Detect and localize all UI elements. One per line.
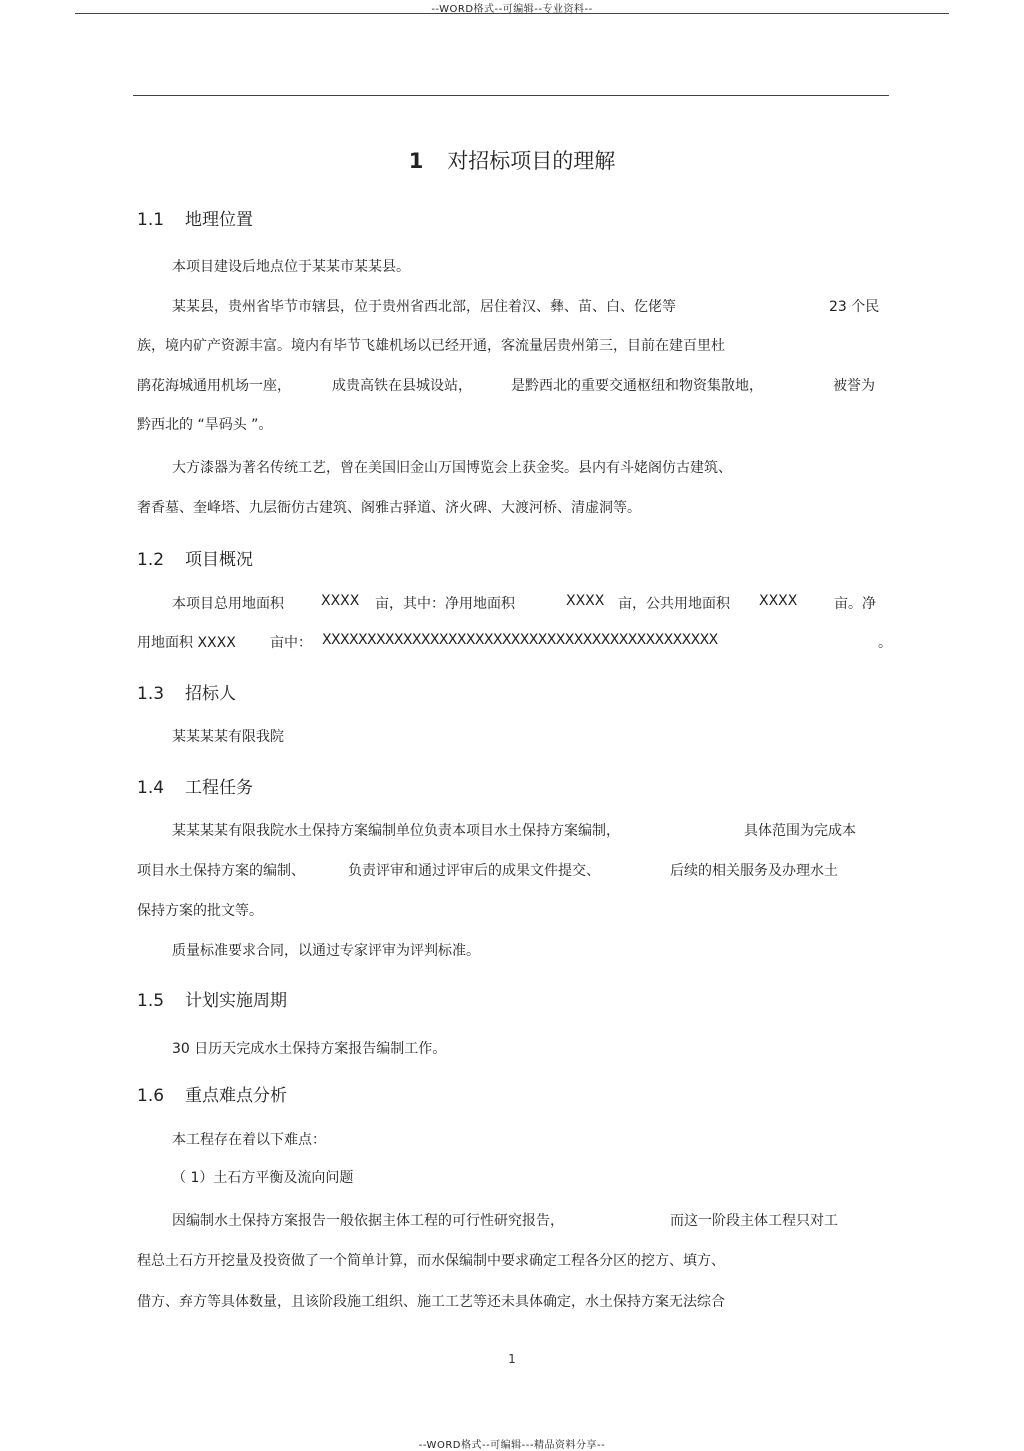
chapter-number: 1 <box>408 149 424 173</box>
paragraph-line: 是黔西北的重要交通枢纽和物资集散地， <box>511 378 763 394</box>
paragraph-line: 本项目建设后地点位于某某市某某县。 <box>172 259 410 275</box>
paragraph-line: 亩，公共用地面积 <box>618 596 730 612</box>
paragraph-line: 项目水土保持方案的编制、 <box>137 863 305 879</box>
paragraph-line: 23 个民 <box>829 299 880 315</box>
paragraph-line: 黔西北的 “旱码头 ”。 <box>137 417 273 433</box>
section-heading-1-2: 1.2 项目概况 <box>137 550 253 570</box>
paragraph-line: 奢香墓、奎峰塔、九层衙仿古建筑、阁雅古驿道、济火碑、大渡河桥、清虚洞等。 <box>137 500 641 516</box>
paragraph-line: 保持方案的批文等。 <box>137 903 263 919</box>
paragraph-line: XXXX <box>759 593 798 609</box>
page-footer: --WORD格式--可编辑---精品资料分享-- <box>418 1440 606 1451</box>
paragraph-line: 。 <box>878 635 892 651</box>
paragraph-line: 亩中： <box>270 635 312 651</box>
chapter-title-text: 对招标项目的理解 <box>447 149 616 173</box>
paragraph-line: 质量标准要求合同，以通过专家评审为评判标准。 <box>172 943 480 959</box>
paragraph-line: 族，境内矿产资源丰富。境内有毕节飞雄机场以已经开通，客流量居贵州第三，目前在建百里杜 <box>137 338 725 354</box>
section-heading-1-1: 1.1 地理位置 <box>137 210 253 230</box>
paragraph-line: 成贵高铁在县城设站， <box>332 378 472 394</box>
paragraph-line: 负责评审和通过评审后的成果文件提交、 <box>348 863 600 879</box>
paragraph-line: 具体范围为完成本 <box>744 823 856 839</box>
title-rule <box>133 95 889 96</box>
paragraph-line: 大方漆器为著名传统工艺，曾在美国旧金山万国博览会上获金奖。县内有斗姥阁仿古建筑、 <box>172 460 732 476</box>
paragraph-line: 鹃花海城通用机场一座， <box>137 378 291 394</box>
paragraph-line: 本工程存在着以下难点： <box>172 1132 326 1148</box>
paragraph-line: 某某某某有限我院水土保持方案编制单位负责本项目水土保持方案编制， <box>172 823 620 839</box>
paragraph-line: XXXX <box>566 593 605 609</box>
paragraph-line: 某某县，贵州省毕节市辖县，位于贵州省西北部，居住着汉、彝、苗、白、仡佬等 <box>172 299 676 315</box>
paragraph-line: （ 1）土石方平衡及流向问题 <box>172 1170 354 1186</box>
paragraph-line: 本项目总用地面积 <box>172 596 284 612</box>
paragraph-line: 被誉为 <box>833 378 875 394</box>
section-heading-1-4: 1.4 工程任务 <box>137 778 253 798</box>
page-number: 1 <box>508 1352 516 1366</box>
paragraph-line: 程总土石方开挖量及投资做了一个简单计算，而水保编制中要求确定工程各分区的挖方、填方、 <box>137 1253 725 1269</box>
paragraph-line: XXXXXXXXXXXXXXXXXXXXXXXXXXXXXXXXXXXXXXXXXXXX <box>322 632 718 648</box>
paragraph-line: 后续的相关服务及办理水土 <box>670 863 838 879</box>
paragraph-line: 某某某某有限我院 <box>172 729 284 745</box>
paragraph-line: 因编制水土保持方案报告一般依据主体工程的可行性研究报告， <box>172 1213 564 1229</box>
paragraph-line: 亩，其中：净用地面积 <box>375 596 515 612</box>
section-heading-1-6: 1.6 重点难点分析 <box>137 1086 287 1106</box>
header-rule <box>75 13 949 14</box>
paragraph-line: 借方、弃方等具体数量，且该阶段施工组织、施工工艺等还未具体确定，水土保持方案无法综合 <box>137 1294 725 1310</box>
paragraph-line: 亩。净 <box>834 596 876 612</box>
chapter-title <box>0 145 1024 175</box>
section-heading-1-5: 1.5 计划实施周期 <box>137 991 287 1011</box>
paragraph-line: 30 日历天完成水土保持方案报告编制工作。 <box>172 1041 447 1057</box>
paragraph-line: XXXX <box>321 593 360 609</box>
paragraph-line: 用地面积 XXXX <box>137 635 236 651</box>
paragraph-line: 而这一阶段主体工程只对工 <box>670 1213 838 1229</box>
page-header: --WORD格式--可编辑--专业资料-- <box>431 4 593 15</box>
section-heading-1-3: 1.3 招标人 <box>137 684 236 704</box>
